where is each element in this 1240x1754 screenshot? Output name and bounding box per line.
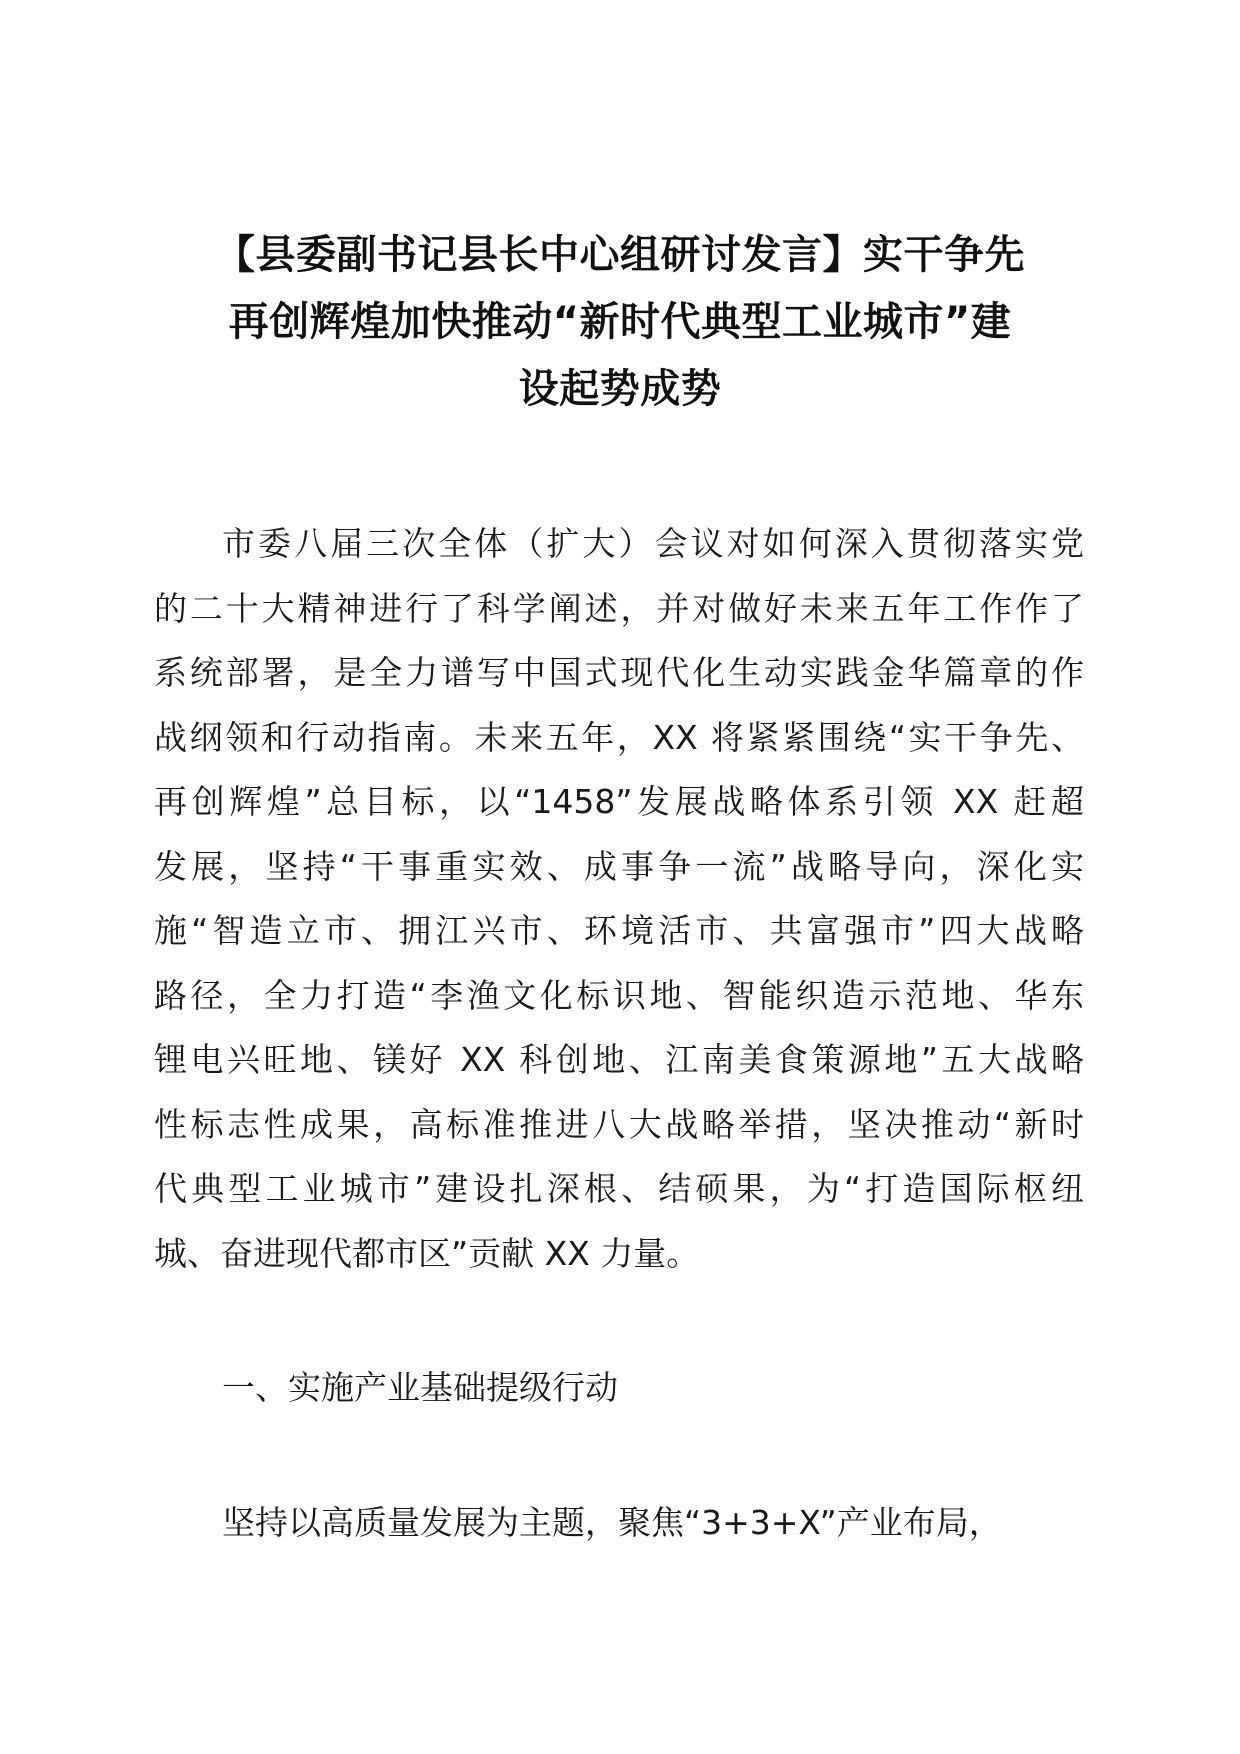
paragraph-line: 城、奋进现代都市区”贡献 XX 力量。 (154, 1233, 700, 1273)
section-paragraph (154, 1491, 1084, 1556)
paragraph-line: 战纲领和行动指南。未来五年，XX 将紧紧围绕“实干争先、 (154, 717, 1084, 757)
paragraph-line: 锂电兴旺地、镁好 XX 科创地、江南美食策源地”五大战略 (154, 1040, 1084, 1079)
paragraph-line: 代典型工业城市”建设扎深根、结硕果，为“打造国际枢纽 (154, 1169, 1084, 1208)
paragraph-line: 的二十大精神进行了科学阐述，并对做好未来五年工作作了 (154, 588, 1084, 628)
section-heading-text: 一、实施产业基础提级行动 (222, 1368, 618, 1407)
paragraph-line: 再创辉煌”总目标，以“1458”发展战略体系引领 XX 赶超 (154, 782, 1084, 821)
paragraph-line: 市委八届三次全体（扩大）会议对如何深入贯彻落实党 (222, 524, 1084, 563)
paragraph-line: 性标志性成果，高标准推进八大战略举措，坚决推动“新时 (154, 1104, 1084, 1144)
title-line: 设起势成势 (518, 366, 722, 412)
paragraph-line: 施“智造立市、拥江兴市、环境活市、共富强市”四大战略 (154, 911, 1084, 950)
document-title (150, 222, 1090, 423)
paragraph-line: 坚持以高质量发展为主题，聚焦“3+3+X”产业布局， (222, 1503, 1002, 1542)
title-line: 【县委副书记县长中心组研讨发言】实干争先 (215, 232, 1025, 278)
title-line: 再创辉煌加快推动“新时代典型工业城市”建 (228, 299, 1012, 345)
intro-paragraph (154, 512, 1084, 1286)
paragraph-line: 路径，全力打造“李渔文化标识地、智能织造示范地、华东 (154, 975, 1084, 1015)
section-heading (154, 1356, 1084, 1421)
paragraph-line: 发展，坚持“干事重实效、成事争一流”战略导向，深化实 (154, 846, 1084, 886)
paragraph-line: 系统部署，是全力谱写中国式现代化生动实践金华篇章的作 (154, 653, 1084, 692)
